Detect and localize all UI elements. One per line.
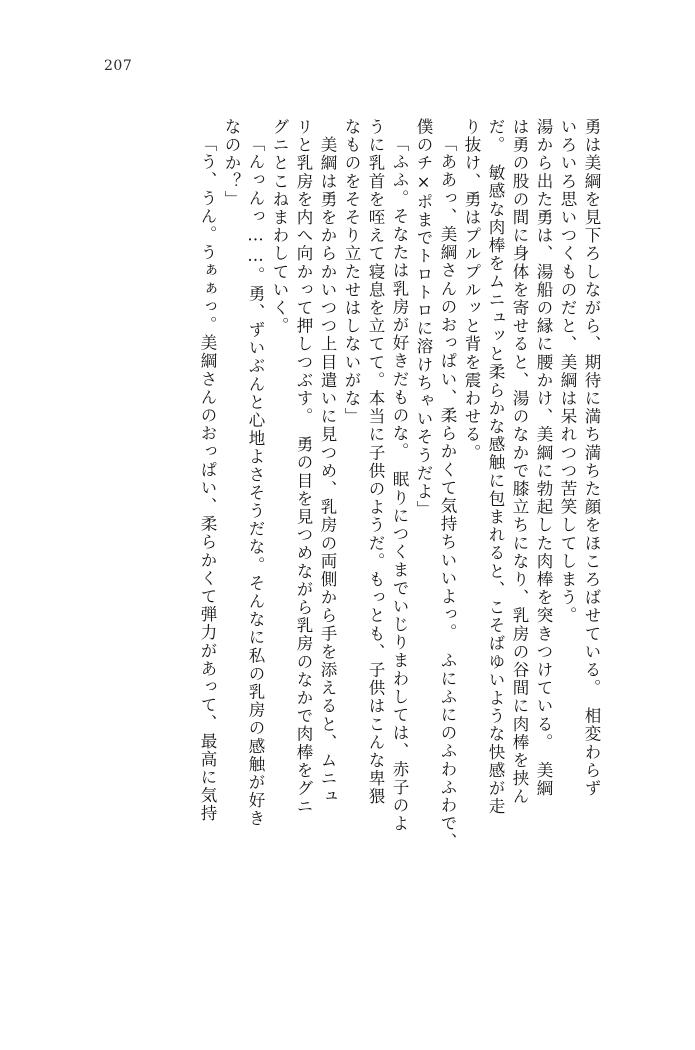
- text-line: り抜け、勇はプルプルッと背を震わせる。: [462, 118, 481, 462]
- text-line: グニとこねまわしていく。: [270, 118, 289, 336]
- text-line: は勇の股の間に身体を寄せると、湯のなかで膝立ちになり、乳房の谷間に肉棒を挟ん: [510, 118, 529, 806]
- page-number: 207: [104, 58, 133, 74]
- text-line: 湯から出た勇は、湯船の縁に腰かけ、美綱に勃起した肉棒を突きつけている。 美綱: [534, 118, 553, 798]
- text-line: だ。 敏感な肉棒をムニュッと柔らかな感触に包まれると、こそばゆいような快感が走: [486, 118, 505, 816]
- vertical-text-block: [79, 118, 599, 948]
- text-line: うに乳首を咥えて寝息を立てて。本当に子供のようだ。もっとも、子供はこんな卑猥: [366, 118, 385, 806]
- text-line: 「ふふ。そなたは乳房が好きだものな。 眠りにつくまでいじりまわしては、赤子のよ: [390, 135, 409, 833]
- text-line: 僕のチ×ポまでトロトロに溶けちゃいそうだよ」: [414, 118, 433, 519]
- text-line: いろいろ思いつくものだと、美綱は呆れつつ苦笑してしまう。: [558, 118, 577, 625]
- text-line: リと乳房を内へ向かって押しつぶす。 勇の目を見つめながら乳房のなかで肉棒をグニ: [294, 118, 313, 816]
- text-line: 美綱は勇をからかいつつ上目遣いに見つめ、乳房の両側から手を添えると、ムニュ: [318, 118, 337, 806]
- text-line: なのか？」: [222, 118, 241, 209]
- text-line: 「んっんっ……。勇、ずいぶんと心地よさそうだな。そんなに私の乳房の感触が好き: [246, 135, 265, 828]
- text-line: 「ああっ、美綱さんのおっぱい、柔らかくて気持ちいいよっ。 ふにふにのふわふわで、: [438, 135, 457, 851]
- text-line: 「う、うん。うぁぁっ。美綱さんのおっぱい、柔らかくて弾力があって、最高に気持: [198, 135, 217, 823]
- text-line: 勇は美綱を見下ろしながら、期待に満ち満ちた顔をほころばせている。 相変わらず: [582, 118, 601, 798]
- text-line: なものをそそり立たせはしないがな」: [342, 118, 361, 426]
